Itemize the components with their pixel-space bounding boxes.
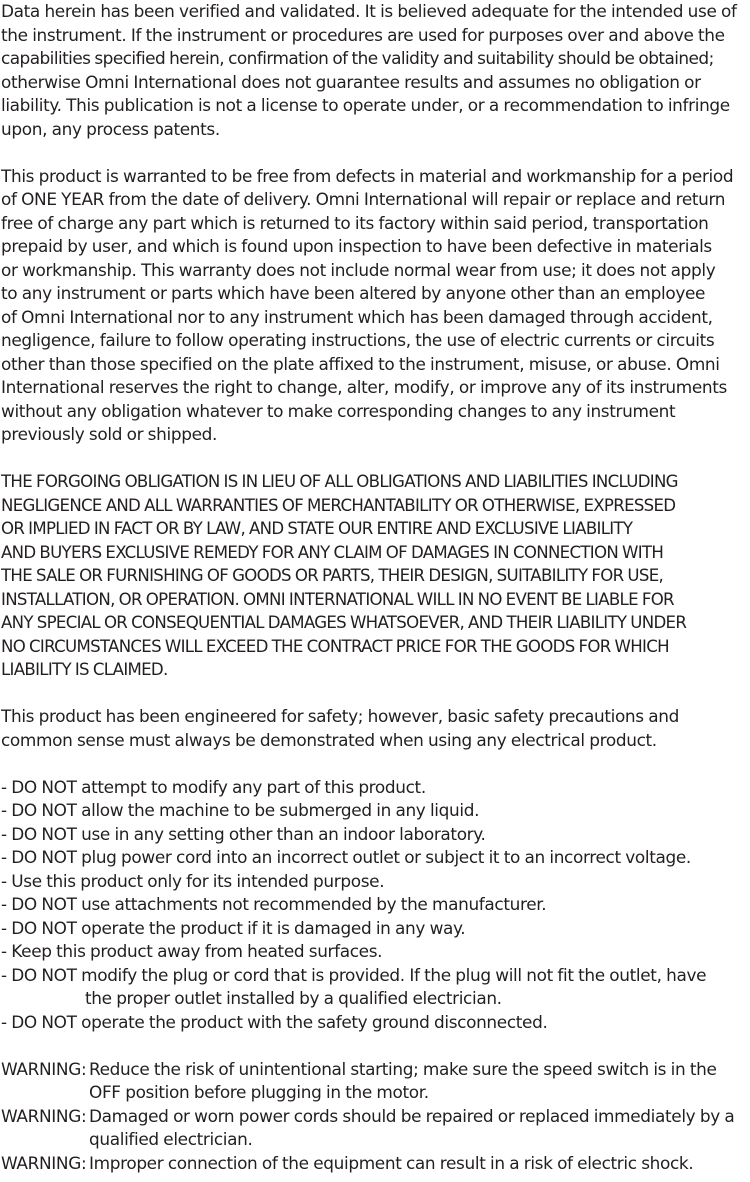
text-line: This product is warranted to be free from defects in material and workmanship for a period [1, 165, 734, 186]
text-line: THE FORGOING OBLIGATION IS IN LIEU OF ALL OBLIGATIONS AND LIABILITIES INCLUDING [1, 472, 678, 491]
document-page [1, 0, 749, 1175]
list-item-continuation: the proper outlet installed by a qualified electrician. [85, 988, 502, 1008]
liability-limitation-paragraph [1, 470, 749, 682]
text-line: upon, any process patents. [1, 118, 220, 139]
text-line: without any obligation whatever to make corresponding changes to any instrument [1, 400, 676, 421]
list-item: - Use this product only for its intended purpose. [1, 870, 385, 891]
warranty-paragraph [1, 165, 749, 447]
text-line: common sense must always be demonstrated when using any electrical product. [1, 729, 657, 750]
list-item: - Keep this product away from heated surfaces. [1, 941, 383, 961]
text-line: prepaid by user, and which is found upon inspection to have been defective in materials [1, 236, 712, 256]
list-item: - DO NOT plug power cord into an incorrect outlet or subject it to an incorrect voltage. [1, 847, 691, 867]
warnings-section [1, 1058, 749, 1176]
text-line: THE SALE OR FURNISHING OF GOODS OR PARTS, THEIR DESIGN, SUITABILITY FOR USE, [1, 566, 664, 585]
text-line: INSTALLATION, OR OPERATION. OMNI INTERNATIONAL WILL IN NO EVENT BE LIABLE FOR [1, 589, 674, 609]
text-line: LIABILITY IS CLAIMED. [1, 660, 168, 679]
warning-item [1, 1152, 749, 1176]
warning-label: WARNING: [1, 1058, 87, 1079]
text-line: otherwise Omni International does not guarantee results and assumes no obligation or [1, 71, 701, 92]
text-line: AND BUYERS EXCLUSIVE REMEDY FOR ANY CLAIM OF DAMAGES IN CONNECTION WITH [1, 542, 664, 562]
text-line: negligence, failure to follow operating instructions, the use of electric currents or circuits [1, 330, 715, 350]
list-item: - DO NOT use attachments not recommended by the manufacturer. [1, 894, 547, 914]
text-line: NO CIRCUMSTANCES WILL EXCEED THE CONTRACT PRICE FOR THE GOODS FOR WHICH [1, 636, 669, 656]
text-line: of Omni International nor to any instrument which has been damaged through accident, [1, 306, 713, 327]
warning-text-continuation: OFF position before plugging in the motor. [89, 1082, 429, 1102]
text-line: or workmanship. This warranty does not include normal wear from use; it does not apply [1, 259, 716, 280]
text-line: NEGLIGENCE AND ALL WARRANTIES OF MERCHANTABILITY OR OTHERWISE, EXPRESSED [1, 495, 676, 515]
text-line: Data herein has been verified and validated. It is believed adequate for the intended use of [1, 1, 737, 21]
list-item: - DO NOT use in any setting other than an indoor laboratory. [1, 823, 486, 844]
text-line: to any instrument or parts which have been altered by anyone other than an employee [1, 283, 706, 303]
text-line: other than those specified on the plate affixed to the instrument, misuse, or abuse. Omni [1, 353, 720, 374]
warning-text: Improper connection of the equipment can result in a risk of electric shock. [89, 1152, 694, 1173]
text-line: previously sold or shipped. [1, 424, 218, 444]
text-line: free of charge any part which is returned to its factory within said period, transportation [1, 212, 709, 233]
text-line: ANY SPECIAL OR CONSEQUENTIAL DAMAGES WHATSOEVER, AND THEIR LIABILITY UNDER [1, 613, 687, 632]
warning-label: WARNING: [1, 1152, 87, 1173]
safety-intro-paragraph [1, 705, 749, 752]
warning-text: Reduce the risk of unintentional starting; make sure the speed switch is in the [89, 1058, 717, 1079]
list-item: - DO NOT modify the plug or cord that is provided. If the plug will not fit the outlet, have [1, 964, 707, 985]
safety-precautions-list [1, 776, 749, 1035]
text-line: International reserves the right to change, alter, modify, or improve any of its instruments [1, 377, 727, 397]
list-item: - DO NOT allow the machine to be submerged in any liquid. [1, 800, 480, 820]
list-item: - DO NOT operate the product with the safety ground disconnected. [1, 1011, 548, 1032]
validation-disclaimer-paragraph [1, 0, 749, 141]
text-line: This product has been engineered for safety; however, basic safety precautions and [1, 706, 679, 726]
warning-item [1, 1058, 749, 1082]
text-line: the instrument. If the instrument or procedures are used for purposes over and above the [1, 24, 725, 45]
text-line: liability. This publication is not a license to operate under, or a recommendation to infringe [1, 95, 730, 115]
text-line: OR IMPLIED IN FACT OR BY LAW, AND STATE OUR ENTIRE AND EXCLUSIVE LIABILITY [1, 519, 633, 538]
list-item: - DO NOT operate the product if it is damaged in any way. [1, 917, 466, 938]
text-line: capabilities specified herein, confirmation of the validity and suitability should be obtained; [1, 48, 714, 68]
list-item: - DO NOT attempt to modify any part of this product. [1, 776, 426, 797]
warning-item [1, 1105, 749, 1129]
text-line: of ONE YEAR from the date of delivery. Omni International will repair or replace and return [1, 189, 726, 209]
warning-text: Damaged or worn power cords should be repaired or replaced immediately by a [89, 1105, 735, 1126]
warning-text-continuation: qualified electrician. [89, 1129, 253, 1149]
warning-label: WARNING: [1, 1105, 87, 1126]
